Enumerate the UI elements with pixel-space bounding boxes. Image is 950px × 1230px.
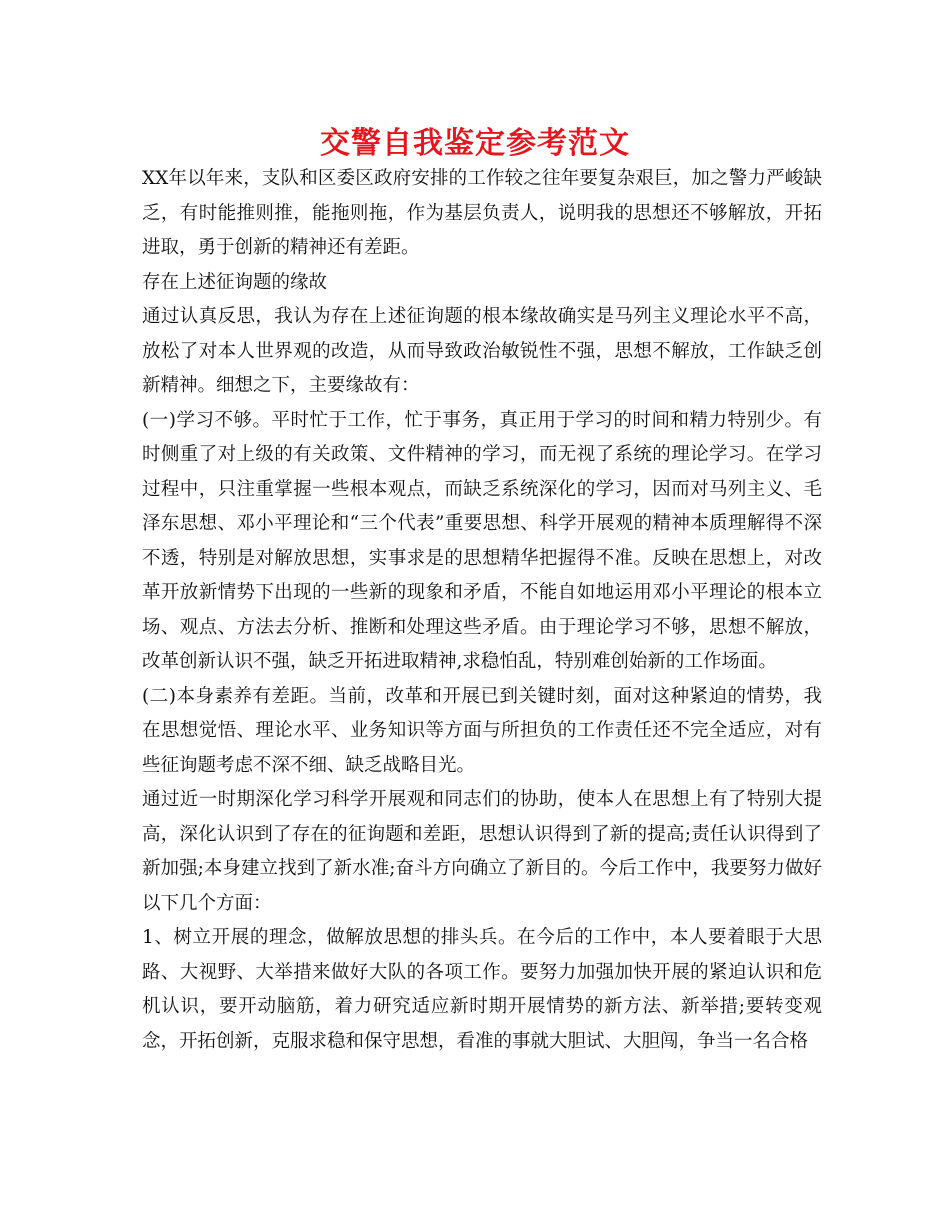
document-title: 交警自我鉴定参考范文 [320, 126, 630, 161]
document-body [142, 162, 822, 1059]
paragraph-cause-1: (一)学习不够。平时忙于工作，忙于事务，真正用于学习的时间和精力特别少。有时侧重了对上级的有关政策、文件精神的学习，而无视了系统的理论学习。在学习过程中，只注重掌握一些根本观点，而缺乏系统深化的学习，因而对马列主义、毛泽东思想、邓小平理论和“三个代表”重要思想、科学开展观的精神本质理解得不深不透，特别是对解放思想，实事求是的思想精华把握得不准。反映在思想上，对改革开放新情势下出现的一些新的现象和矛盾，不能自如地运用邓小平理论的根本立场、观点、方法去分析、推断和处理这些矛盾。由于理论学习不够，思想不解放，改革创新认识不强，缺乏开拓进取精神,求稳怕乱，特别难创始新的工作场面。 [142, 409, 822, 672]
paragraph-improvement: 通过近一时期深化学习科学开展观和同志们的协助，使本人在思想上有了特别大提高，深化认识到了存在的征询题和差距，思想认识得到了新的提高;责任认识得到了新加强;本身建立找到了新水准;奋斗方向确立了新目的。今后工作中，我要努力做好以下几个方面： [142, 789, 822, 914]
paragraph-plan-1: 1、树立开展的理念，做解放思想的排头兵。在今后的工作中，本人要着眼于大思路、大视野、大举措来做好大队的各项工作。要努力加强加快开展的紧迫认识和危机认识，要开动脑筋，着力研究适应新时期开展情势的新方法、新举措;要转变观念，开拓创新，克服求稳和保守思想，看准的事就大胆试、大胆闯，争当一名合格 [142, 927, 822, 1052]
paragraph-heading-causes: 存在上述征询题的缘故 [142, 271, 328, 293]
paragraph-cause-2: (二)本身素养有差距。当前，改革和开展已到关键时刻，面对这种紧迫的情势，我在思想觉悟、理论水平、业务知识等方面与所担负的工作责任还不完全适应，对有些征询题考虑不深不细、缺乏战略目光。 [142, 685, 822, 776]
paragraph-intro: XX年以年来，支队和区委区政府安排的工作较之往年要复杂艰巨，加之警力严峻缺乏，有时能推则推，能拖则拖，作为基层负责人，说明我的思想还不够解放，开拓进取，勇于创新的精神还有差距。 [142, 168, 822, 258]
paragraph-reflection: 通过认真反思，我认为存在上述征询题的根本缘故确实是马列主义理论水平不高，放松了对本人世界观的改造，从而导致政治敏锐性不强，思想不解放，工作缺乏创新精神。细想之下，主要缘故有： [142, 306, 822, 396]
